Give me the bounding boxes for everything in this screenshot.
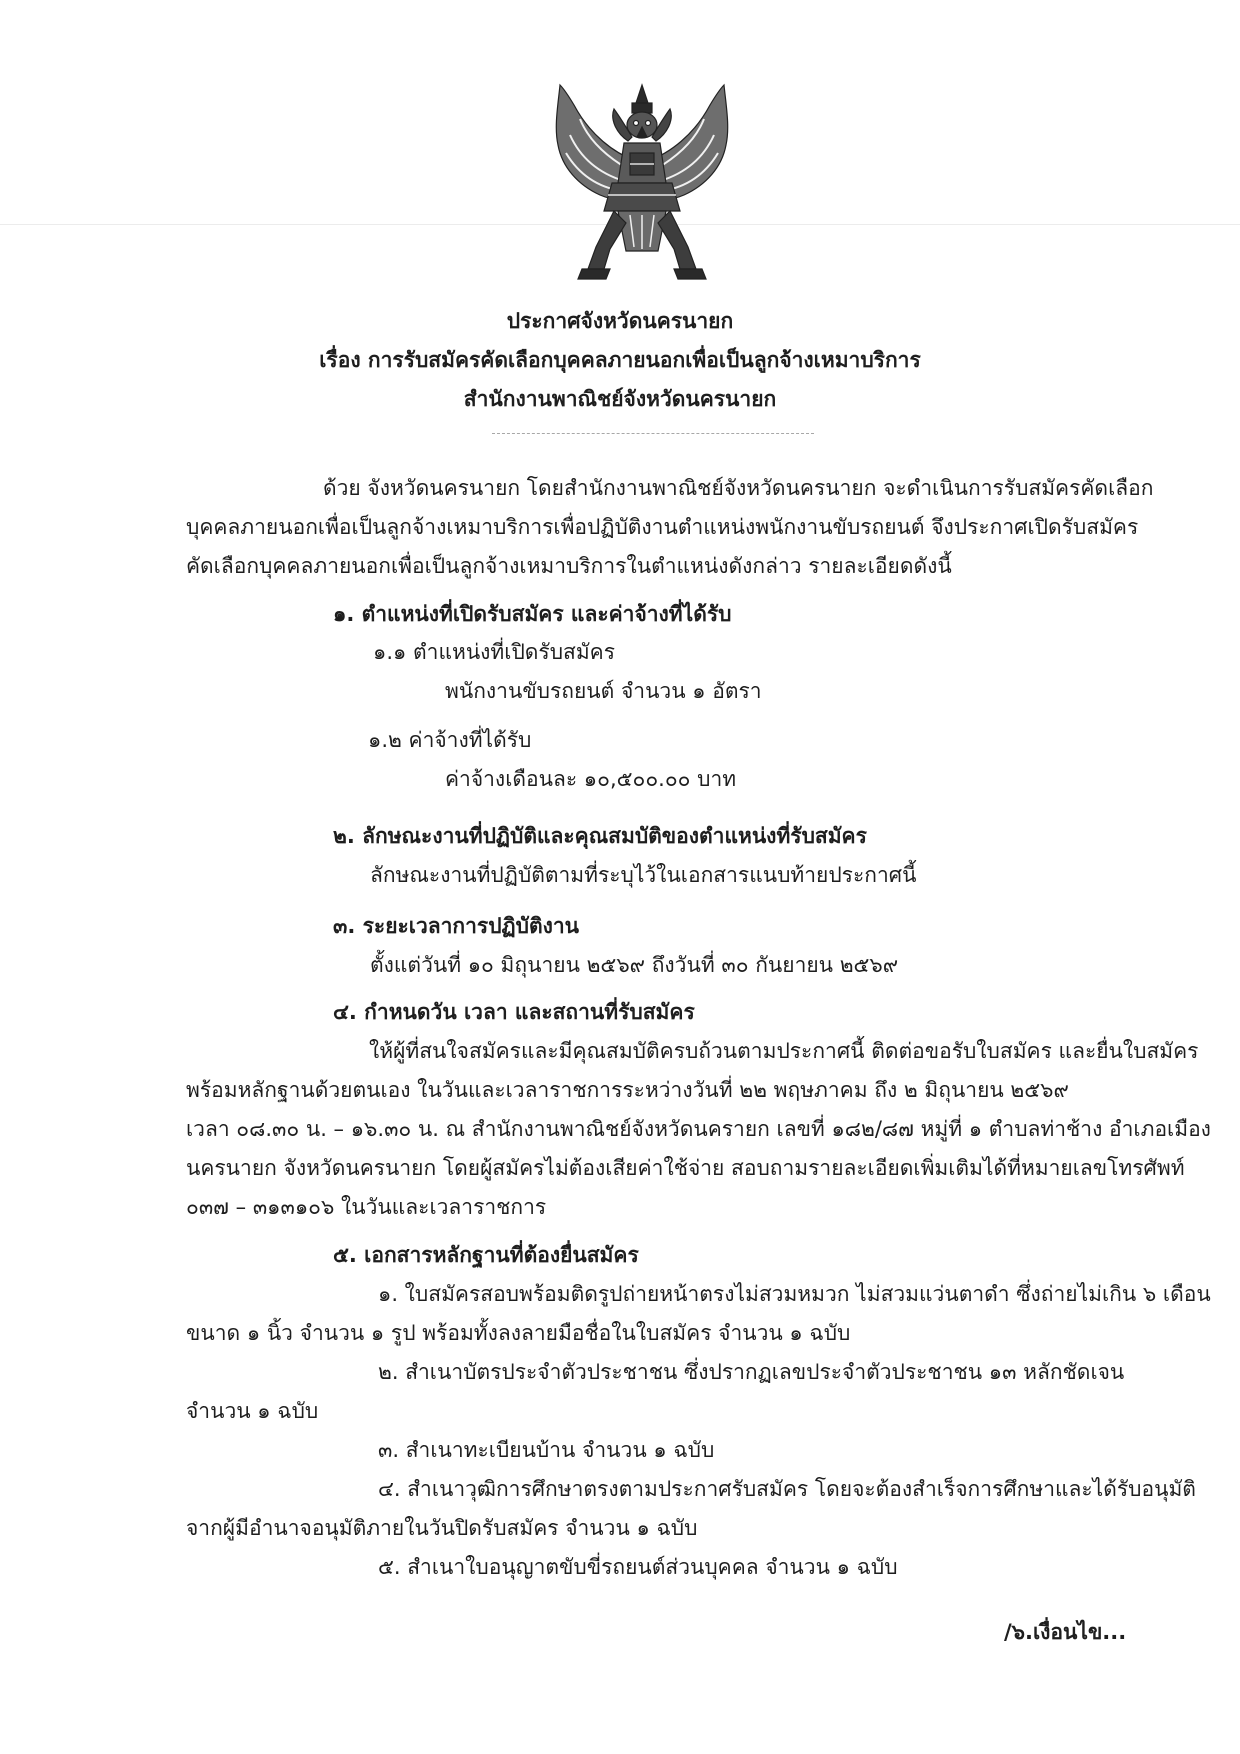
section-1-1-value: พนักงานขับรถยนต์ จำนวน ๑ อัตรา [445, 679, 762, 703]
section-1-title: ๑. ตำแหน่งที่เปิดรับสมัคร และค่าจ้างที่ได้รับ [333, 602, 732, 626]
section-5-item-1a: ๑. ใบสมัครสอบพร้อมติดรูปถ่ายหน้าตรงไม่สวมหมวก ไม่สวมแว่นตาดำ ซึ่งถ่ายไม่เกิน ๖ เดือน [378, 1282, 1211, 1306]
section-2-title: ๒. ลักษณะงานที่ปฏิบัติและคุณสมบัติของตำแหน่งที่รับสมัคร [333, 824, 867, 848]
continued-marker: /๖.เงื่อนไข... [1004, 1620, 1127, 1644]
intro-line-2: บุคคลภายนอกเพื่อเป็นลูกจ้างเหมาบริการเพื่อปฏิบัติงานตำแหน่งพนักงานขับรถยนต์ จึงประกาศเปิดรับสมัคร [186, 515, 1139, 539]
section-5-title: ๕. เอกสารหลักฐานที่ต้องยื่นสมัคร [333, 1243, 639, 1267]
heading-divider [492, 433, 814, 434]
section-5-item-3: ๓. สำเนาทะเบียนบ้าน จำนวน ๑ ฉบับ [378, 1438, 715, 1462]
heading-line-1: ประกาศจังหวัดนครนายก [506, 309, 734, 333]
section-4-line-1: ให้ผู้ที่สนใจสมัครและมีคุณสมบัติครบถ้วนตามประกาศนี้ ติดต่อขอรับใบสมัคร และยื่นใบสมัคร [369, 1039, 1199, 1063]
section-5-item-4a: ๔. สำเนาวุฒิการศึกษาตรงตามประกาศรับสมัคร โดยจะต้องสำเร็จการศึกษาและได้รับอนุมัติ [378, 1477, 1196, 1501]
section-1-1-label: ๑.๑ ตำแหน่งที่เปิดรับสมัคร [373, 640, 616, 664]
section-2-body: ลักษณะงานที่ปฏิบัติตามที่ระบุไว้ในเอกสารแนบท้ายประกาศนี้ [370, 863, 917, 887]
section-4-line-2: พร้อมหลักฐานด้วยตนเอง ในวันและเวลาราชการระหว่างวันที่ ๒๒ พฤษภาคม ถึง ๒ มิถุนายน ๒๕๖๙ [186, 1078, 1069, 1102]
section-4-title: ๔. กำหนดวัน เวลา และสถานที่รับสมัคร [333, 1000, 695, 1024]
section-4-line-5: ๐๓๗ – ๓๑๓๑๐๖ ในวันและเวลาราชการ [186, 1195, 547, 1219]
section-3-title: ๓. ระยะเวลาการปฏิบัติงาน [333, 914, 580, 938]
heading-line-2: เรื่อง การรับสมัครคัดเลือกบุคคลภายนอกเพื่อเป็นลูกจ้างเหมาบริการ [319, 348, 921, 372]
intro-line-3: คัดเลือกบุคคลภายนอกเพื่อเป็นลูกจ้างเหมาบริการในตำแหน่งดังกล่าว รายละเอียดดังนี้ [186, 554, 952, 578]
garuda-emblem-icon [544, 83, 740, 283]
section-4-line-4: นครนายก จังหวัดนครนายก โดยผู้สมัครไม่ต้องเสียค่าใช้จ่าย สอบถามรายละเอียดเพิ่มเติมได้ที่หมายเลขโทรศัพท์ [186, 1156, 1185, 1180]
section-3-body: ตั้งแต่วันที่ ๑๐ มิถุนายน ๒๕๖๙ ถึงวันที่ ๓๐ กันยายน ๒๕๖๙ [370, 953, 899, 977]
section-5-item-2a: ๒. สำเนาบัตรประจำตัวประชาชน ซึ่งปรากฏเลขประจำตัวประชาชน ๑๓ หลักชัดเจน [378, 1360, 1125, 1384]
section-5-item-1b: ขนาด ๑ นิ้ว จำนวน ๑ รูป พร้อมทั้งลงลายมือชื่อในใบสมัคร จำนวน ๑ ฉบับ [186, 1321, 851, 1345]
heading-line-3: สำนักงานพาณิชย์จังหวัดนครนายก [463, 387, 777, 411]
section-5-item-4b: จากผู้มีอำนาจอนุมัติภายในวันปิดรับสมัคร จำนวน ๑ ฉบับ [186, 1516, 698, 1540]
section-4-line-3: เวลา ๐๘.๓๐ น. – ๑๖.๓๐ น. ณ สำนักงานพาณิชย์จังหวัดนครายก เลขที่ ๑๘๒/๘๗ หมู่ที่ ๑ ตำบลท่าช้าง อำเภอเมือง [186, 1117, 1211, 1141]
section-5-item-5: ๕. สำเนาใบอนุญาตขับขี่รถยนต์ส่วนบุคคล จำนวน ๑ ฉบับ [378, 1555, 898, 1579]
section-1-2-value: ค่าจ้างเดือนละ ๑๐,๕๐๐.๐๐ บาท [445, 767, 737, 791]
intro-line-1: ด้วย จังหวัดนครนายก โดยสำนักงานพาณิชย์จังหวัดนครนายก จะดำเนินการรับสมัครคัดเลือก [323, 476, 1154, 500]
section-5-item-2b: จำนวน ๑ ฉบับ [186, 1399, 319, 1423]
section-1-2-label: ๑.๒ ค่าจ้างที่ได้รับ [368, 728, 532, 752]
